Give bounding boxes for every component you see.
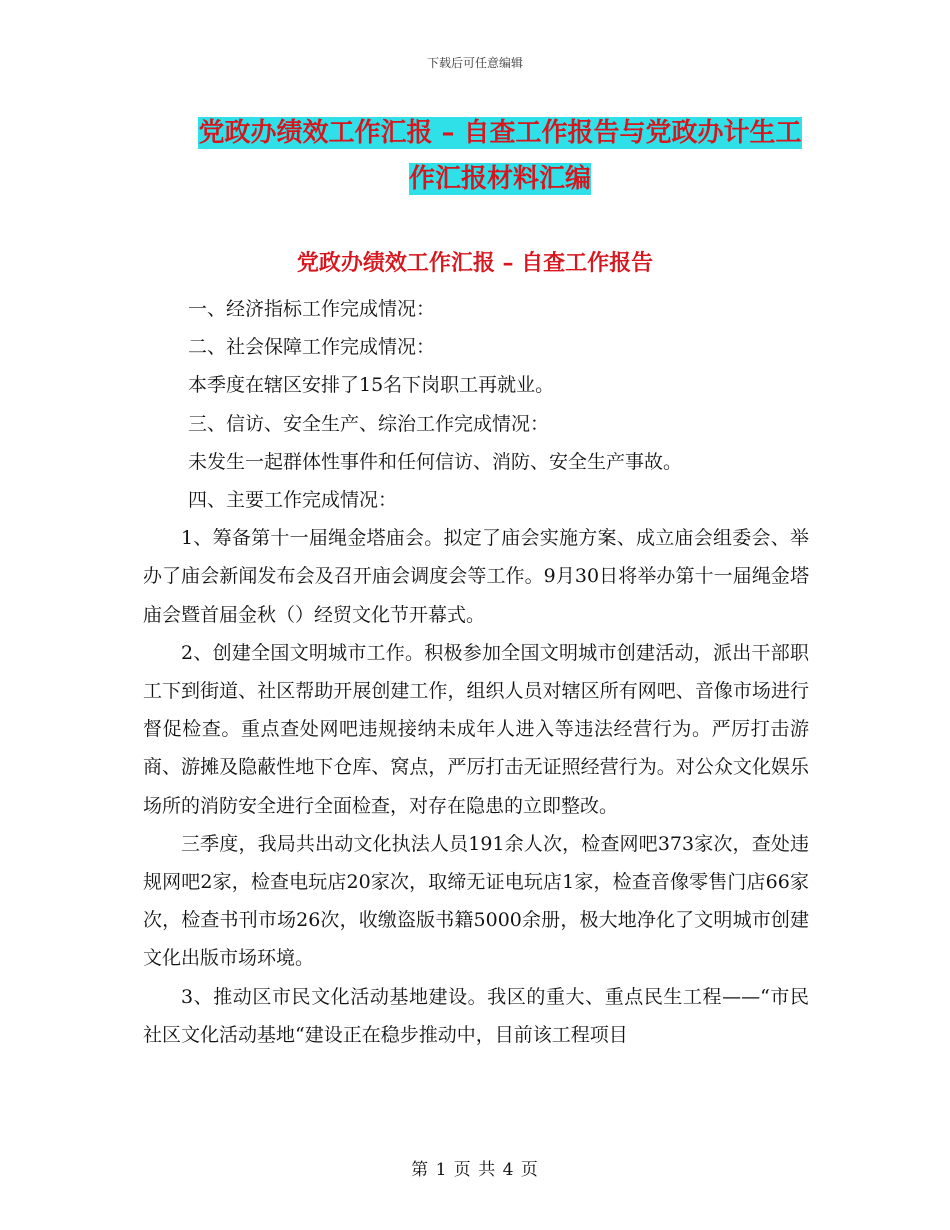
paragraph-no-incidents: 未发生一起群体性事件和任何信访、消防、安全生产事故。 [188,450,683,473]
document-title [140,110,860,202]
paragraph-heading-1: 一、经济指标工作完成情况： [188,298,436,320]
page-number: 第 1 页 共 4 页 [411,1160,539,1180]
document-title-line-2: 作汇报材料汇编 [408,164,591,194]
header-note: 下载后可任意编辑 [426,56,523,70]
paragraph-heading-2: 二、社会保障工作完成情况： [188,336,436,359]
paragraph-temple-fair: 1、筹备第十一届绳金塔庙会。拟定了庙会实施方案、成立庙会组委会、举办了庙会新闻发布会及召开庙会调度会等工作。9月30日将举办第十一届绳金塔庙会暨首届金秋（）经贸文化节开幕式。 [143,527,809,626]
document-title-line-1: 党政办绩效工作汇报 – 自查工作报告与党政办计生工 [198,118,802,148]
document-body [143,290,809,1054]
paragraph-q3-enforcement: 三季度，我局共出动文化执法人员191余人次，检查网吧373家次，查处违规网吧2家，检查电玩店20家次，取缔无证电玩店1家，检查音像零售门店66家次，检查书刊市场26次，收缴盗版书籍5000余册，极大地净化了文明城市创建文化出版市场环境。 [143,832,809,970]
paragraph-civilized-city: 2、创建全国文明城市工作。积极参加全国文明城市创建活动，派出干部职工下到街道、社区帮助开展创建工作，组织人员对辖区所有网吧、音像市场进行督促检查。重点查处网吧违规接纳未成年人进入等违法经营行为。严厉打击游商、游摊及隐蔽性地下仓库、窝点，严厉打击无证照经营行为。对公众文化娱乐场所的消防安全进行全面检查，对存在隐患的立即整改。 [143,641,809,817]
paragraph-culture-base: 3、推动区市民文化活动基地建设。我区的重大、重点民生工程——“市民社区文化活动基地“建设正在稳步推动中，目前该工程项目 [143,985,809,1046]
paragraph-reemployment: 本季度在辖区安排了15名下岗职工再就业。 [188,374,555,397]
paragraph-heading-3: 三、信访、安全生产、综治工作完成情况： [188,412,550,435]
paragraph-heading-4: 四、主要工作完成情况： [188,489,398,512]
section-title: 党政办绩效工作汇报 – 自查工作报告 [296,250,654,276]
